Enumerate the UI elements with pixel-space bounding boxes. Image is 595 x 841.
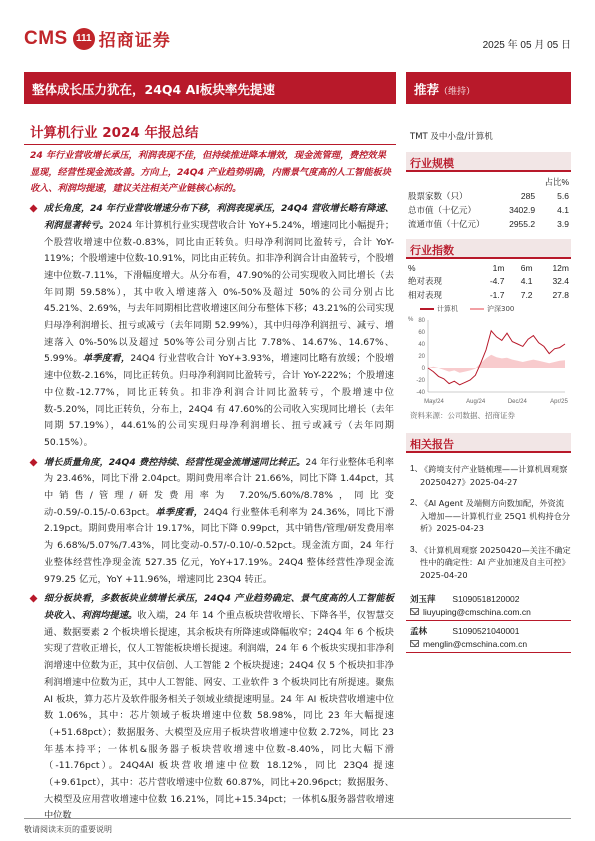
rating-value: 推荐 bbox=[414, 82, 440, 97]
cms-logo bbox=[24, 26, 171, 51]
paragraph-text: 24Q4 行业整体毛利率为 24.36%，同比下滑 2.19pct。期间费用率合计 19.17%，同比下降 0.99pct，其中销售/管理/研发费用率为 6.68%/5.07%/7.43%，同比变动-0.57/-0.10/-0.52pct。现金流方面，24 年行业整体经营性净现金流 527.35 亿元，YoY+17.19%。24Q4 整体经营性净现金流 979.25 亿元，YoY +11.96%，增速同比 23Q4 转正。 bbox=[44, 506, 395, 585]
analyst-name: 孟林 bbox=[410, 626, 428, 636]
title-banner bbox=[24, 72, 396, 104]
logo-chinese: 招商证券 bbox=[98, 31, 171, 51]
y-tick-label: 40 bbox=[418, 342, 425, 348]
related-report-number: 2、 bbox=[410, 498, 423, 507]
y-tick-label: 60 bbox=[418, 330, 425, 336]
index-col-header: 1m bbox=[492, 263, 505, 273]
chart-canvas bbox=[406, 314, 571, 406]
analyst-cert: S1090518120002 bbox=[452, 594, 520, 604]
index-value: 32.4 bbox=[552, 276, 569, 286]
paragraph-subhead: 单季度看， bbox=[155, 506, 204, 518]
y-unit-label: % bbox=[408, 317, 414, 323]
rating-label bbox=[414, 80, 475, 98]
scale-label: 总市值（十亿元） bbox=[408, 206, 477, 216]
analyst-divider bbox=[406, 620, 571, 621]
legend-item-sector bbox=[420, 304, 458, 314]
rating-banner bbox=[406, 72, 571, 104]
report-subtitle: 计算机行业 2024 年报总结 bbox=[30, 125, 199, 141]
scale-pct: 5.6 bbox=[557, 191, 569, 201]
diamond-bullet-icon bbox=[30, 458, 38, 466]
index-chart bbox=[406, 304, 571, 421]
related-reports bbox=[406, 463, 571, 581]
chart-legend bbox=[420, 304, 571, 314]
scale-heading: 行业规模 bbox=[406, 152, 571, 172]
paragraph-lead: 增长质量角度，24Q4 费控持续、经营性现金流增速同比转正。 bbox=[44, 456, 306, 468]
analyst-line bbox=[406, 593, 571, 606]
index-row bbox=[406, 274, 571, 288]
x-tick-label: Apr/25 bbox=[550, 399, 568, 405]
industry-tag: TMT 及中小盘/计算机 bbox=[410, 132, 493, 142]
scale-label: 股票家数（只） bbox=[408, 192, 468, 202]
related-report-number: 3、 bbox=[410, 544, 423, 554]
index-label: 相对表现 bbox=[408, 291, 443, 301]
index-col-header: % bbox=[408, 263, 416, 273]
y-tick-label: -40 bbox=[416, 390, 425, 396]
paragraph-subhead: 单季度看， bbox=[82, 353, 131, 365]
index-heading: 行业指数 bbox=[406, 239, 571, 259]
index-label: 绝对表现 bbox=[408, 277, 443, 287]
scale-value: 3402.9 bbox=[509, 205, 536, 215]
analyst-cert: S1090521040001 bbox=[452, 626, 520, 636]
mail-icon bbox=[410, 608, 419, 615]
analyst-block bbox=[406, 593, 571, 653]
paragraph-text: 24 年行业整体毛利率为 23.46%，同比下滑 2.04pct。期间费用率合计 21.66%，同比下降 1.44pct，其中销售/管理/研发费用率为 7.20%/5.60%/8.78%，同比变动-0.59/-0.15/-0.63pct。 bbox=[44, 456, 394, 518]
legend-item-index bbox=[470, 304, 514, 314]
analyst-email-row[interactable] bbox=[406, 638, 571, 651]
legend-swatch-icon bbox=[420, 308, 434, 310]
footer-note: 敬请阅读末页的重要说明 bbox=[24, 818, 571, 835]
index-row bbox=[406, 288, 571, 302]
title-divider bbox=[24, 144, 396, 145]
analyst-email[interactable]: menglin@cmschina.com.cn bbox=[423, 638, 528, 649]
sidebar bbox=[406, 130, 571, 657]
x-tick-label: May/24 bbox=[424, 399, 444, 405]
scale-pct: 3.9 bbox=[557, 219, 569, 229]
scale-col-header: 占比% bbox=[544, 177, 569, 187]
scale-label: 流通市值（十亿元） bbox=[408, 220, 485, 230]
index-table bbox=[406, 262, 571, 302]
mail-icon bbox=[410, 640, 419, 647]
related-report-link[interactable]: 《计算机周观察 20250420—关注不确定性中的确定性：AI 产业加速及自主可控》2025-04-20 bbox=[420, 544, 571, 580]
index-value: 4.1 bbox=[520, 276, 533, 286]
paragraph-text: 24Q4 行业营收合计 YoY+3.93%，增速同比略有放缓；个股增速中位数-2.16%，同比正转负。归母净利润同比盈转亏，合计 YoY-222%；个股增速中位数-12.77%，同比正转负。扣非净利润合计同比盈转亏，个股增速中位数-5.20%，同比正转负，分布上，24Q4 有 47.60%的公司收入实现同比增长（去年同期 57.19%），44.61%的公司实现归母净利润增长、扭亏或减亏（去年同期 50.15%）。 bbox=[44, 353, 395, 448]
diamond-bullet-icon bbox=[30, 595, 38, 603]
report-date: 2025 年 05 月 05 日 bbox=[482, 40, 571, 51]
rating-note: （维持） bbox=[439, 87, 476, 97]
scale-row bbox=[406, 203, 571, 217]
series-index-area bbox=[428, 355, 565, 373]
analyst-name: 刘玉萍 bbox=[410, 594, 436, 604]
y-tick-label: -20 bbox=[416, 378, 425, 384]
related-report-item[interactable] bbox=[406, 544, 571, 582]
y-tick-label: 80 bbox=[418, 318, 425, 324]
scale-header-row bbox=[406, 175, 571, 189]
related-report-link[interactable]: 《AI Agent 及端侧方向数加配，外资流入增加——计算机行业 25Q1 机构持仓分析》2025-04-23 bbox=[420, 498, 571, 533]
paragraph-segments bbox=[30, 591, 394, 825]
index-value: -1.7 bbox=[489, 290, 505, 300]
index-value: 27.8 bbox=[552, 290, 569, 300]
related-report-number: 1、 bbox=[410, 464, 423, 473]
paragraph-text: 收入端，24 年 14 个重点板块营收增长、下降各半，仅智慧交通、数据要素 2 个板块增长提速，其余板块有所降速或降幅收窄；24Q4 年 6 个板块实现了营收正增长，仅人工智能板块增长提速。利润端，24 年 6 个板块实现扣非净利润增速中位数为正，其中仅信创、人工智能 2 个板块提速；24Q4 仅 5 个板块扣非净利润增速中位数为正，其中人工智能、网安、工业软件 3 个板块同比有所提速。聚焦 AI 板块，算力芯片及软件服务相关子领域业绩提速明显。24 年 AI 板块营收增速中位数 1.06%，其中：芯片领域子板块增速中位数 58.98%，同比 23 年大幅提速（+51.68pct）；数据服务、大模型及应用子板块营收增速中位数 2.72%，同比 23 年基本持平；一体机&服务器子板块营收增速中位数-8.40%，同比大幅下滑（-11.76pct）。24Q4AI 板块营收增速中位数 18.12%，同比 23Q4 提速（+9.61pct），其中：芯片营收增速中位数 60.87%，同比+20.96pct；数据服务、大模型及应用营收增速中位数 16.21%，同比+15.34pct；一体机&服务器营收增速中位数 bbox=[44, 609, 394, 822]
scale-value: 285 bbox=[520, 191, 536, 201]
legend-swatch-icon bbox=[470, 308, 484, 310]
y-tick-label: 20 bbox=[418, 354, 425, 360]
x-tick-label: Aug/24 bbox=[466, 399, 486, 405]
related-heading: 相关报告 bbox=[406, 433, 571, 453]
report-title: 整体成长压力犹在，24Q4 AI板块率先提速 bbox=[32, 82, 275, 97]
diamond-bullet-icon bbox=[30, 205, 38, 213]
analyst-email[interactable]: liuyuping@cmschina.com.cn bbox=[423, 606, 531, 617]
related-report-item[interactable] bbox=[406, 463, 571, 488]
main-body bbox=[30, 148, 394, 825]
analyst-email-row[interactable] bbox=[406, 606, 571, 619]
paragraph-lead: 细分板块看，多数板块业绩增长承压，24Q4 产业趋势确定、景气度高的人工智能板块收入、利润均提速。 bbox=[44, 593, 394, 621]
index-value: 7.2 bbox=[520, 290, 533, 300]
index-col-header: 6m bbox=[520, 263, 533, 273]
related-report-item[interactable] bbox=[406, 497, 571, 535]
paragraph-text: 2024 年计算机行业实现营收合计 YoY+5.24%，增速同比小幅提升；个股营收增速中位数-0.83%，同比由正转负。归母净利润同比盈转亏，合计 YoY-119%；个股增速中位数-10.91%，同比由正转负。扣非净利润合计由盈转亏，个股增速中位数-7.11%，下滑幅度增大。从分布看，47.90%的公司实现收入同比增长（去年同期 59.58%），其中收入增速落入 0%-50%及超过 50%的公司分别占比 45.21%、2.69%，与去年同期相比营收增速区间分布整体下移；43.21%的公司实现归母净利润增长、扭亏或减亏（去年同期 52.99%），其中归母净利润扭亏、减亏、增速落入 0%-50%以及超过 50%等公司分别占比 7.78%、14.67%、14.67%、5.99%。 bbox=[44, 219, 395, 365]
related-report-link[interactable]: 《跨境支付产业链梳理——计算机周观察 20250427》2025-04-27 bbox=[420, 464, 568, 487]
analyst-divider bbox=[406, 652, 571, 653]
legend-label: 沪深300 bbox=[487, 305, 515, 313]
scale-table bbox=[406, 175, 571, 231]
index-header-row bbox=[406, 262, 571, 274]
logo-badge-icon: 111 bbox=[73, 28, 95, 50]
logo-latin: CMS bbox=[24, 27, 68, 49]
analyst-line bbox=[406, 625, 571, 638]
scale-value: 2955.2 bbox=[509, 219, 536, 229]
chart-source: 资料来源：公司数据、招商证券 bbox=[410, 411, 515, 420]
legend-label: 计算机 bbox=[437, 305, 458, 313]
summary-text: 24 年行业营收增长承压，利润表现不佳，但持续推进降本增效，现金流管理，费控效果显现，经营性现金流改善。方向上，24Q4 产业趋势明确，内需景气度高的人工智能板块收入、利润均提速，建议关注相关产业链核心标的。 bbox=[30, 150, 391, 195]
paragraph-growth bbox=[30, 201, 394, 452]
paragraph-quality bbox=[30, 455, 394, 589]
y-tick-label: 0 bbox=[421, 366, 425, 372]
scale-row bbox=[406, 217, 571, 231]
index-col-header: 12m bbox=[552, 263, 569, 273]
paragraph-lead: 成长角度，24 年行业营收增速分布下移，利润表现承压，24Q4 营收增长略有降速、利润显著转亏。 bbox=[44, 203, 394, 231]
scale-pct: 4.1 bbox=[557, 205, 569, 215]
x-tick-label: Dec/24 bbox=[507, 399, 527, 405]
index-value: -4.7 bbox=[489, 276, 505, 286]
scale-row bbox=[406, 189, 571, 203]
